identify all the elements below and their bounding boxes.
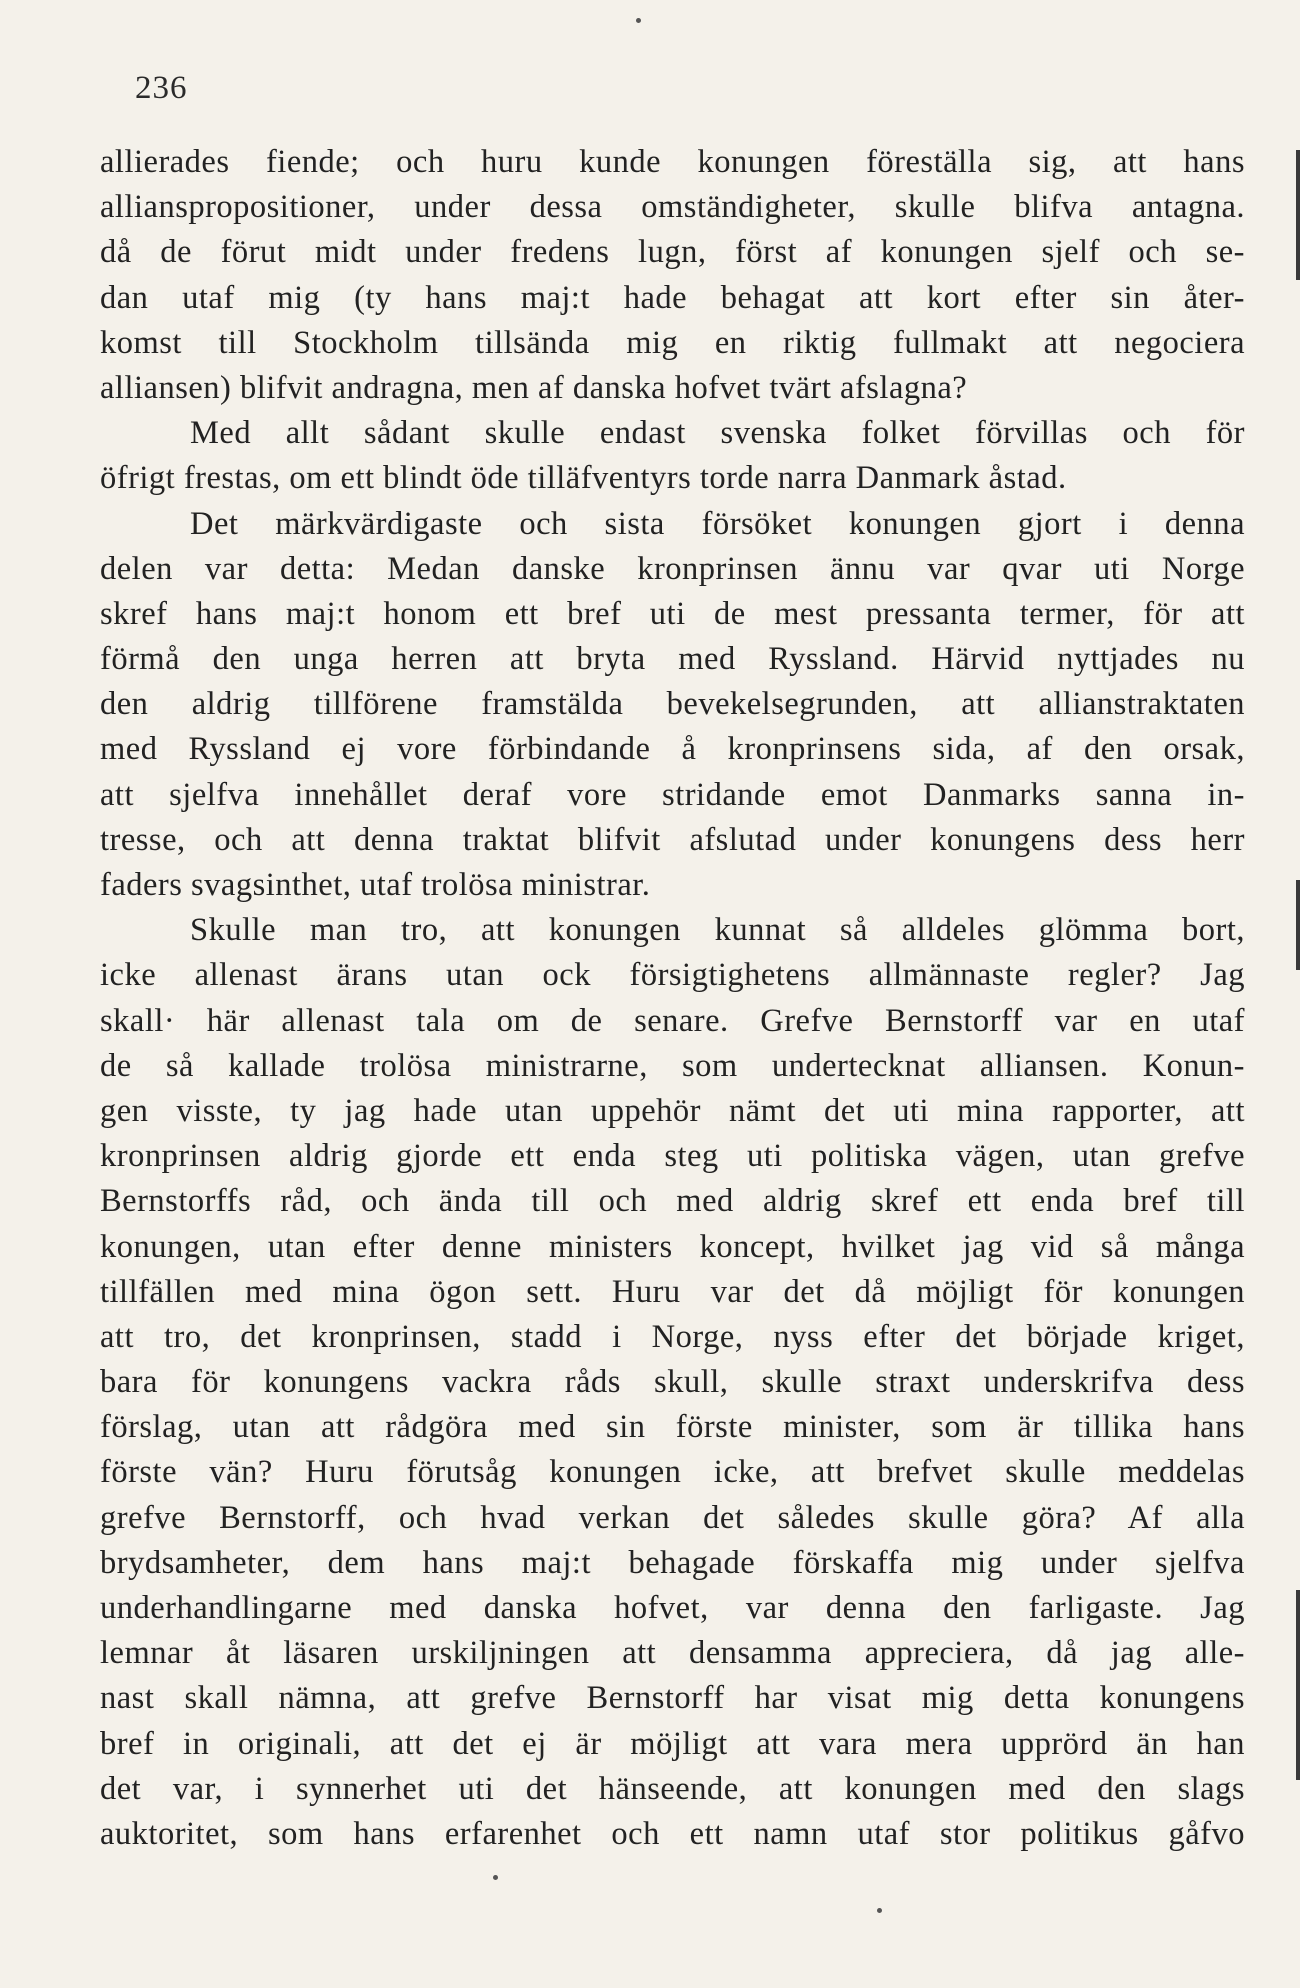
text-line: skall· här allenast tala om de senare. Grefve Bernstorff var en utaf <box>100 1002 1245 1039</box>
text-line: att sjelfva innehållet deraf vore stridande emot Danmarks sanna in- <box>100 776 1245 813</box>
text-line: allierades fiende; och huru kunde konungen föreställa sig, att hans <box>100 144 1245 180</box>
text-line: allianspropositioner, under dessa omständigheter, skulle blifva antagna. <box>100 189 1245 226</box>
text-line: Skulle man tro, att konungen kunnat så alldeles glömma bort, <box>190 912 1245 949</box>
text-line: med Ryssland ej vore förbindande å kronprinsens sida, af den orsak, <box>100 731 1245 768</box>
text-line: bref in originali, att det ej är möjligt att vara mera upprörd än han <box>100 1725 1245 1762</box>
page-number: 236 <box>135 70 188 106</box>
text-line: gen visste, ty jag hade utan uppehör nämt det uti mina rapporter, att <box>100 1092 1245 1129</box>
text-line: dan utaf mig (ty hans maj:t hade behagat att kort efter sin åter- <box>100 279 1245 316</box>
text-line: icke allenast ärans utan ock försigtighetens allmännaste regler? Jag <box>100 957 1245 994</box>
text-line: förslag, utan att rådgöra med sin förste minister, som är tillika hans <box>100 1409 1245 1446</box>
text-line: auktoritet, som hans erfarenhet och ett namn utaf stor politikus gåfvo <box>100 1815 1245 1852</box>
text-line: öfrigt frestas, om ett blindt öde tilläfventyrs torde narra Danmark åstad. <box>100 460 1067 497</box>
text-line: tillfällen med mina ögon sett. Huru var det då möjligt för konungen <box>100 1273 1245 1310</box>
page-edge-mark <box>1296 880 1300 970</box>
text-line: faders svagsinthet, utaf trolösa ministrar. <box>100 867 651 903</box>
text-line: de så kallade trolösa ministrarne, som undertecknat alliansen. Konun- <box>100 1047 1245 1084</box>
text-line: då de förut midt under fredens lugn, först af konungen sjelf och se- <box>100 234 1245 271</box>
text-line: Bernstorffs råd, och ända till och med aldrig skref ett enda bref till <box>100 1183 1245 1220</box>
text-line: Med allt sådant skulle endast svenska folket förvillas och för <box>190 415 1245 452</box>
page-edge-mark <box>1296 1590 1300 1780</box>
print-speck <box>877 1908 882 1913</box>
text-line: kronprinsen aldrig gjorde ett enda steg uti politiska vägen, utan grefve <box>100 1138 1245 1175</box>
text-line: Det märkvärdigaste och sista försöket konungen gjort i denna <box>190 505 1245 542</box>
text-line: delen var detta: Medan danske kronprinsen ännu var qvar uti Norge <box>100 550 1245 587</box>
print-speck <box>636 18 641 23</box>
print-speck <box>493 1875 498 1880</box>
text-line: komst till Stockholm tillsända mig en riktig fullmakt att negociera <box>100 324 1245 361</box>
text-line: förste vän? Huru förutsåg konungen icke, att brefvet skulle meddelas <box>100 1454 1245 1491</box>
text-line: tresse, och att denna traktat blifvit afslutad under konungens dess herr <box>100 821 1245 858</box>
text-line: brydsamheter, dem hans maj:t behagade förskaffa mig under sjelfva <box>100 1544 1245 1581</box>
page-edge-mark <box>1296 150 1300 280</box>
text-line: underhandlingarne med danska hofvet, var denna den farligaste. Jag <box>100 1590 1245 1626</box>
text-line: det var, i synnerhet uti det hänseende, att konungen med den slags <box>100 1770 1245 1807</box>
text-line: bara för konungens vackra råds skull, skulle straxt underskrifva dess <box>100 1364 1245 1401</box>
text-line: förmå den unga herren att bryta med Ryssland. Härvid nyttjades nu <box>100 641 1245 678</box>
text-line: lemnar åt läsaren urskiljningen att densamma appreciera, då jag alle- <box>100 1635 1245 1672</box>
body-text <box>100 140 1245 1857</box>
text-line: nast skall nämna, att grefve Bernstorff har visat mig detta konungens <box>100 1680 1245 1717</box>
text-line: att tro, det kronprinsen, stadd i Norge, nyss efter det började kriget, <box>100 1318 1245 1355</box>
text-line: konungen, utan efter denne ministers koncept, hvilket jag vid så många <box>100 1228 1245 1265</box>
text-line: den aldrig tillförene framstälda bevekelsegrunden, att allianstraktaten <box>100 686 1245 723</box>
text-line: grefve Bernstorff, och hvad verkan det således skulle göra? Af alla <box>100 1499 1245 1536</box>
text-line: skref hans maj:t honom ett bref uti de mest pressanta termer, för att <box>100 595 1245 632</box>
text-line: alliansen) blifvit andragna, men af danska hofvet tvärt afslagna? <box>100 369 968 406</box>
